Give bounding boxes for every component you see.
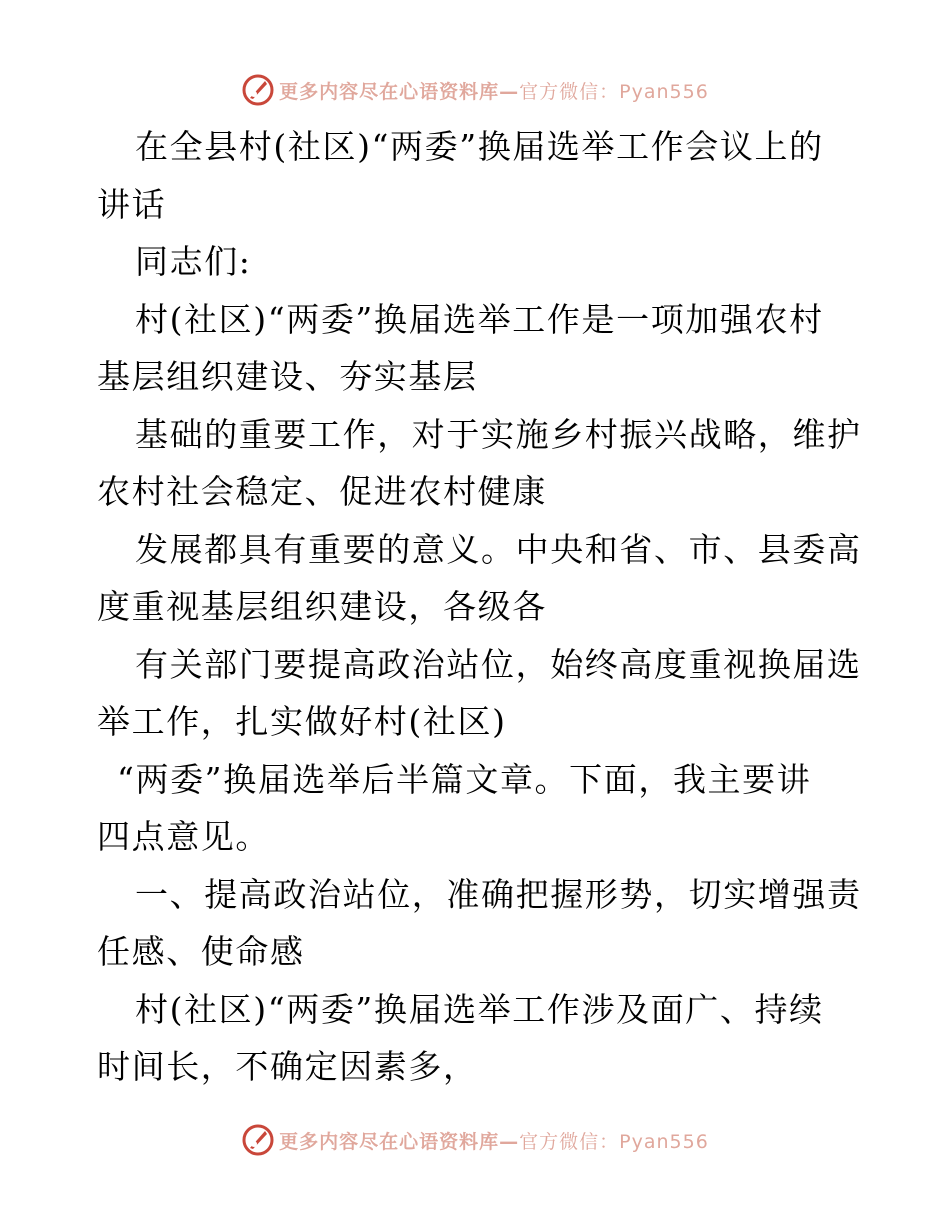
paragraph-line: 农村社会稳定、促进农村健康 bbox=[97, 472, 547, 511]
paragraph-line: 基础的重要工作，对于实施乡村振兴战略，维护 bbox=[135, 414, 862, 454]
section-heading-line: 一、提高政治站位，准确把握形势，切实增强责 bbox=[135, 874, 862, 914]
paragraph-line: 发展都具有重要的意义。中央和省、市、县委高 bbox=[135, 529, 862, 569]
paragraph-line: “两委”换届选举后半篇文章。下面，我主要讲 bbox=[117, 759, 812, 799]
header-watermark bbox=[0, 70, 950, 110]
paragraph-line: 有关部门要提高政治站位，始终高度重视换届选 bbox=[135, 644, 862, 684]
footer-watermark bbox=[0, 1120, 950, 1160]
watermark-text: 更多内容尽在心语资料库—官方微信：Pyan556 bbox=[279, 1130, 709, 1153]
paragraph-line: 举工作，扎实做好村(社区) bbox=[97, 702, 507, 741]
watermark-text: 更多内容尽在心语资料库—官方微信：Pyan556 bbox=[279, 80, 709, 103]
paragraph-line: 村(社区)“两委”换届选举工作是一项加强农村 bbox=[135, 299, 824, 339]
quill-logo-icon bbox=[241, 1123, 275, 1157]
document-body bbox=[97, 118, 862, 1096]
title-line-2: 讲话 bbox=[97, 184, 167, 224]
paragraph-line: 村(社区)“两委”换届选举工作涉及面广、持续 bbox=[135, 989, 824, 1029]
paragraph-line: 四点意见。 bbox=[97, 817, 270, 856]
quill-logo-icon bbox=[241, 73, 275, 107]
paragraph-line: 度重视基层组织建设，各级各 bbox=[97, 587, 547, 626]
paragraph-line: 时间长，不确定因素多， bbox=[97, 1047, 478, 1086]
section-heading-line: 任感、使命感 bbox=[97, 932, 305, 971]
salutation: 同志们: bbox=[135, 242, 252, 281]
paragraph-line: 基层组织建设、夯实基层 bbox=[97, 357, 478, 396]
title-line-1: 在全县村(社区)“两委”换届选举工作会议上的 bbox=[135, 127, 824, 166]
